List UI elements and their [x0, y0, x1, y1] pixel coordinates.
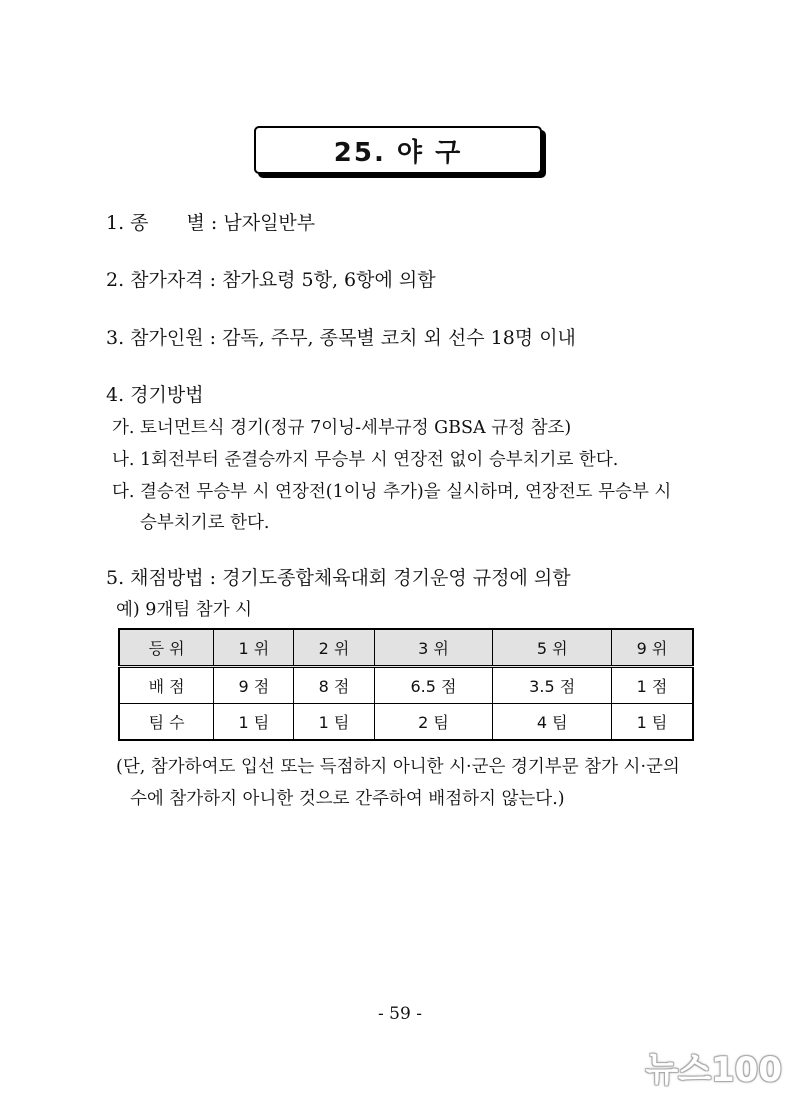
page-number: - 59 - — [378, 1004, 422, 1024]
scoring-table — [118, 628, 694, 741]
table-cell: 2 팀 — [374, 704, 493, 741]
table-cell: 8 점 — [294, 667, 374, 704]
game-method-ga: 가. 토너먼트식 경기(정규 7이닝-세부규정 GBSA 규정 참조) — [112, 418, 572, 438]
table-header-row — [119, 629, 693, 667]
header-cell: 1 위 — [214, 629, 294, 667]
item-category: 1. 종 별 : 남자일반부 — [106, 212, 316, 234]
table-cell: 배 점 — [119, 667, 214, 704]
item-team-size: 3. 참가인원 : 감독, 주무, 종목별 코치 외 선수 18명 이내 — [106, 327, 576, 349]
item-eligibility: 2. 참가자격 : 참가요령 5항, 6항에 의함 — [106, 269, 436, 291]
game-method-da: 다. 결승전 무승부 시 연장전(1이닝 추가)을 실시하며, 연장전도 무승부 시 — [112, 482, 672, 502]
header-cell: 등 위 — [119, 629, 214, 667]
section-title: 25. 야 구 — [254, 126, 542, 174]
header-cell: 9 위 — [612, 629, 693, 667]
table-cell: 1 팀 — [294, 704, 374, 741]
watermark-logo: 뉴스100 — [645, 1050, 782, 1090]
scoring-example: 예) 9개팀 참가 시 — [116, 600, 253, 620]
table-row — [119, 667, 693, 704]
note-line-1: (단, 참가하여도 입선 또는 득점하지 아니한 시·군은 경기부문 참가 시·군의 — [116, 757, 680, 777]
note-line-2: 수에 참가하지 아니한 것으로 간주하여 배점하지 않는다.) — [130, 789, 565, 809]
table-cell: 1 팀 — [612, 704, 693, 741]
table-cell: 6.5 점 — [374, 667, 493, 704]
game-method-na: 나. 1회전부터 준결승까지 무승부 시 연장전 없이 승부치기로 한다. — [112, 450, 619, 470]
table-cell: 1 팀 — [214, 704, 294, 741]
game-method-da-cont: 승부치기로 한다. — [140, 513, 270, 533]
item-game-method: 4. 경기방법 — [106, 384, 204, 406]
header-cell: 3 위 — [374, 629, 493, 667]
section-title-box — [254, 126, 546, 178]
table-cell: 3.5 점 — [493, 667, 612, 704]
header-cell: 2 위 — [294, 629, 374, 667]
table-cell: 4 팀 — [493, 704, 612, 741]
table-cell: 9 점 — [214, 667, 294, 704]
header-cell: 5 위 — [493, 629, 612, 667]
table-row — [119, 704, 693, 741]
table-cell: 팀 수 — [119, 704, 214, 741]
table-cell: 1 점 — [612, 667, 693, 704]
item-scoring: 5. 채점방법 : 경기도종합체육대회 경기운영 규정에 의함 — [106, 567, 571, 589]
